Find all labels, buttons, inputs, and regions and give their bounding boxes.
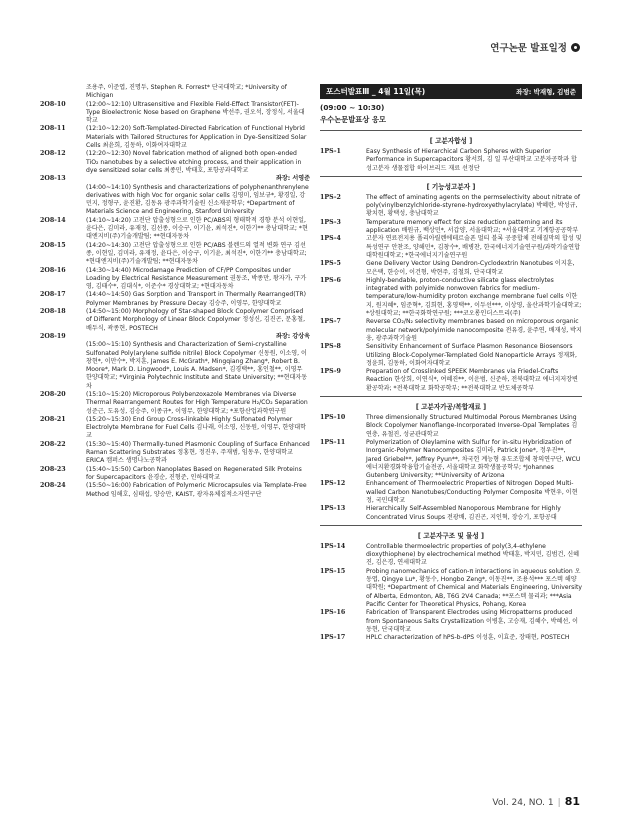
section-title: [ 기능성고분자 ] [426,182,476,191]
footer-divider: | [557,798,561,808]
program-entry [40,267,310,292]
entry-body: Controllable thermoelectric properties of poly(3,4-ethylene dioxythiophene) by electrochemical method 박태훈, 박지민, 김범건, 신혜진, 김은경, 연세대학교 [366,542,579,567]
entry-code: 2O8-10 [40,100,66,108]
entry-body: 고분자 연료전지용 폴리아릴렌에테르술폰 멀티 블록 공중합체 전해질막의 합성 및 특성연구 안찬조, 양해민*, 김창수*, 배병찬, 한국에너지기술연구원/과학기술연합대학원대학교; *한국에너지기술연구원 [366,235,582,259]
entry-body: (15:00~15:10) Synthesis and Characterization of Semi-crystalline Sulfonated Poly(arylene sulfide nitrile) Block Copolymer 신동원, 이소영, 이창현*, 이만수*, 박지훈, James E. McGrath*, Mingqiang Zhang*, Robert B. Moore*, Mark D. Lingwood*, Louis A. Madsen*, 김경택**, 홍인철**, 이영무 한양대학교; *Virginia Polytechnic Institute and State University; **현대자동차 [86,341,308,390]
program-entry [320,343,582,368]
entry-body: (14:30~14:40) Microdamage Prediction of CF/PP Composites under Loading by Electrical Resistance Measurement 권동조, 박종만, 왕자가, 구가영, 김태수*, 김대식*, 이준수* 경상대학교; *현대자동차 [86,266,307,291]
entry-code: 2O8-24 [40,482,66,490]
program-entry [40,391,310,416]
award-label: 우수논문발표상 응모 [320,115,386,124]
program-entry [40,84,310,101]
right-column [320,84,582,642]
entry-body: (14:20~14:30) 고전단 압출성형으로 인한 PC/ABS 블렌드의 열적 변화 연구 김선종, 이현일, 김미라, 유재정, 윤다은, 이승구, 이기윤, 최석진*, 이한기** 충남대학교; *현대엔지비(주)기술개발팀; **현대자동차 [86,241,307,266]
entry-code: 1PS-1 [320,148,341,155]
session-time: (09:00 ~ 10:30) [320,103,385,112]
entry-code: 1PS-10 [320,414,346,422]
section-title: [ 고분자가공/복합재료 ] [415,403,487,412]
entry-code: 2O8-18 [40,308,66,316]
program-entry [320,634,582,642]
entry-code: 1PS-14 [320,542,346,550]
entry-code: 1PS-17 [320,634,346,642]
entry-code: 2O8-16 [40,266,66,274]
program-entry [320,439,582,480]
entry-code: 2O8-11 [40,125,66,133]
left-column [40,84,310,499]
program-entry [320,568,582,609]
session-header [320,84,582,99]
entry-code: 1PS-5 [320,260,341,268]
entry-body: (12:20~12:30) Novel fabrication method of aligned both open-ended TiO₂ nanotubes by a selective etching process, and their application in dye sensitized solar cells 최종민, 박태호, 포항공과대학교 [86,150,302,174]
program-entry [40,175,310,216]
header-title: 연구논문 발표일정 [490,43,567,54]
program-entry [40,101,310,126]
section-rule [320,130,582,131]
program-entry [320,318,582,343]
entry-body: Fabrication of Transparent Electrodes using Micropatterns produced from Spontaneous Salts Crystallization 이병훈, 고승재, 김혜수, 박혜선, 이동현, 단국대학교 [366,609,578,633]
entry-body: (15:10~15:20) Microporous Polybenzoxazole Membranes via Diverse Thermal Rearrangement Routes for High Temperature H₂/CO₂ Separation 성준근, 도유성, 김승주, 이종규*, 이영무, 한양대학교; *포항산업과학연구원 [86,390,308,415]
program-entry [40,217,310,242]
program-entry [320,480,582,505]
entry-code: 2O8-12 [40,150,66,158]
program-entry [320,368,582,393]
entry-body: (14:50~15:00) Morphology of Star-shaped Block Copolymer Comprised of Different Morphology of Linear Block Copolymer 정성신, 김진곤, 문홍철, 배두식, 곽종현, POSTECH [86,308,306,332]
entry-body: Probing nanomechanics of cation-π interactions in aqueous solution 오동엽, Qingye Lu*, 황동수, Hongbo Zeng*, 이동진**, 조용석*** 포스텍 해양대학원; *Department of Chemical and Materials Engineering, University of Alberta, Edmonton, AB, T6G 2V4 Canada; **포스텍 물리과; ***Asia Pacific Center for Theoretical Physics, Pohang, Korea [366,567,582,608]
entry-body: Sensitivity Enhancement of Surface Plasmon Resonance Biosensors Utilizing Block-Copolymer-Templated Gold Nanoparticle Arrays 정재화, 정윤희, 김동하, 이화여자대학교 [366,343,577,367]
entry-body: Highly-bendable, proton-conductive silicate glass electrolytes integrated with polyimide nonwoven fabrics for medium-temperature/low-humidity proton exchange membrane fuel cells 이한지, 원지혜*, 임준혁*, 김희현, 홍영택**, 이두선***, 이상영, 울산과학기술대학교; *상원대학교; **한국화학연구원; ***코오롱인더스트리(주) [366,276,582,318]
page-number: 81 [564,795,580,808]
entry-code: 1PS-3 [320,218,341,226]
entry-code: 1PS-12 [320,480,346,488]
entry-code: 2O8-17 [40,291,66,299]
entry-code: 2O8-22 [40,440,66,448]
entry-body: (15:30~15:40) Thermally-tuned Plasmonic Coupling of Surface Enhanced Raman Scattering Substrates 정홍현, 정진우, 주재범, 임동우, 한양대학교 ERICA 캠퍼스 생명나노공학과 [86,440,310,465]
section-rule [320,176,582,177]
entry-body: Polymerization of Oleylamine with Sulfur for in-situ Hybridization of Inorganic-Polymer Nanocomposites 김미라, Patrick Jone*, 정우진**, Jared Griebel**, Jeffrey Pyun**, 차국헌 계능형 유도조합체 창의연구단, WCU 에너지환경화학융합기술전공, 서울대학교 화학생물공학부; *Johannes Gutenberg University; **University of Arizona [366,438,581,480]
program-entry [40,333,310,391]
circle-bullet-icon [571,43,580,52]
volume-label: Vol. 24, NO. 1 [492,798,554,808]
entry-body: 조용주, 이준엽, 진명두, Stephen R. Forrest* 단국대학교; *University of Michigan [86,84,287,100]
program-entry [320,194,582,219]
entry-body: Enhancement of Thermoelectric Properties of Nitrogen Doped Multi-walled Carbon Nanotubes/Conducting Polymer Composite 박현우, 이현정, 국민대학교 [366,480,578,504]
entry-code: 2O8-20 [40,390,66,398]
chair-label: 좌장: 강상욱 [276,332,310,340]
entry-code: 1PS-2 [320,193,341,201]
entry-code: 1PS-16 [320,609,346,617]
program-entry [40,416,310,441]
entry-body: Preparation of Crosslinked SPEEK Membranes via Friedel-Crafts Reaction 한상희, 이연식*, 여혜진**, 이운범, 신준하, 전북대학교 에너지저장변환공학과; *전북대학교 화학공학부; **전북대학교 반도체공학부 [366,368,578,392]
entry-code [40,84,86,101]
entry-body: Three dimensionally Structured Multimodal Porous Membranes Using Block Copolymer Nanoflange-Incorporated Inverse-Opal Templates 김연충, 유철진, 성균관대학교 [366,414,578,438]
entry-body: (15:40~15:50) Carbon Nanoplates Based on Regenerated Silk Proteins for Supercapacitors 윤경순, 진형준, 인하대학교 [86,465,302,481]
entry-code: 2O8-21 [40,415,66,423]
program-entry [40,441,310,466]
poster-sections [320,130,582,642]
section-rule [320,525,582,526]
program-entry [320,148,582,173]
entry-code: 2O8-15 [40,241,66,249]
entry-body: Gene Delivery Vector Using Dendron-Cyclodextrin Nanotubes 이지훈, 모은택, 한승이, 이건형, 박현주, 김철희, 단국대학교 [366,260,575,276]
program-entry [40,125,310,150]
entry-code: 1PS-7 [320,318,341,326]
entry-body: (15:20~15:30) End Group Cross-linkable Highly Sulfonated Polymer Electrolyte Membrane for Fuel Cells 김나래, 이소영, 신동원, 이영무, 한양대학교 [86,415,307,440]
entry-body: Reverse CO₂/N₂ selectivity membranes based on microporous organic molecular network/polyimide nanocomposite 전유경, 윤주연, 배재성, 박지웅, 광주과학기술원 [366,318,582,342]
section-title: [ 고분자구조 및 물성 ] [417,531,485,540]
session-title: 포스터발표Ⅲ _ 4월 11일(목) [326,87,426,96]
entry-body: (14:40~14:50) Gas Sorption and Transport in Thermally Rearranged(TR) Polymer Membranes by Pressure Decay 김승주, 이영무, 한양대학교 [86,291,306,307]
entry-body: HPLC characterization of hPS-b-dPS 이성훈, 이효준, 장태현, POSTECH [366,634,570,642]
program-entry [40,242,310,267]
entry-code: 1PS-9 [320,368,341,376]
program-entry [320,609,582,634]
program-entry [40,291,310,308]
entry-code: 2O8-13 [40,175,66,183]
entry-body: Easy Synthesis of Hierarchical Carbon Spheres with Superior Performance in Supercapacitors 황서희, 김 일 부산대학교 고분자공학과 합성고분자 생물접합 하이브리드 재료 선정단 [366,148,577,172]
entry-code: 1PS-13 [320,505,346,513]
entry-body: (15:50~16:00) Fabrication of Polymeric Microcapsules via Template-Free Method 임해호, 심태섭, 양승만, KAIST, 광자유체집적소자연구단 [86,482,307,498]
entry-code: 1PS-15 [320,567,346,575]
page-footer [492,795,580,808]
program-entry [40,150,310,175]
page-header [490,40,580,54]
entry-code: 1PS-4 [320,235,341,243]
entry-body: (14:00~14:10) Synthesis and characterizations of polyphenanthrenylene derivatives with high Voc for organic solar cells 김영미, 임보규*, 황경일, 강민지, 정형구, 윤진환, 김동유 광주과학기술원 신소재공학부; *Department of Materials Science and Engineering, Stanford University [86,183,309,216]
program-entry [320,219,582,236]
program-entry [40,482,310,499]
program-entry [40,308,310,333]
entry-code: 2O8-19 [40,332,66,340]
program-entry [320,235,582,260]
entry-body: Hierarchically Self-Assembled Nanoporous Membrane for Highly Concentrated Virus Soups 전광배, 김진곤, 지인혁, 장승기, 포항공대 [366,505,561,521]
program-entry [40,466,310,483]
entry-body: Temperature memory effect for size reduction patterning and its application 배원규, 백상민*, 서갑양, 서울대학교; *서울대학교 기계항공공학부 [366,218,579,235]
entry-code: 1PS-11 [320,438,346,446]
entry-code: 1PS-8 [320,343,341,351]
program-entry [320,543,582,568]
entry-body: The effect of aminating agents on the permselectivity about nitrate of poly(vinylbenzylchloride-styrene-hydroxyethylacrylate) 박혜란, 박성규, 황치현, 황택성, 충남대학교 [366,193,580,218]
entry-code: 2O8-23 [40,465,66,473]
entry-body: (14:10~14:20) 고전단 압출성형으로 인한 PC/ABS의 형태학적 경향 분석 이현일, 윤다은, 김미라, 유재정, 김선종, 이승구, 이기윤, 최석진*, 이한기** 충남대학교; *현대엔지비(주)기술개발팀; **현대자동차 [86,216,308,241]
session-chair: 좌장: 박재형, 김범준 [516,88,576,96]
program-entry [320,414,582,439]
entry-code: 1PS-6 [320,276,341,284]
entry-body: (12:00~12:10) Ultrasensitive and Flexible Field-Effect Transistor(FET)-Type Bioelectronic Nose based on Graphene 박선주, 권오석, 장정식, 서울대학교 [86,100,305,125]
entry-body: (12:10~12:20) Soft-Templated-Directed Fabrication of Functional Hybrid Materials with Tailored Structures for Application in Dye-Sensitized Solar Cells 최윤희, 김동하, 이화여자대학교 [86,125,307,150]
program-entry [320,505,582,522]
chair-label: 좌장: 서영준 [276,175,310,183]
section-title: [ 고분자합성 ] [429,137,473,145]
program-entry [320,260,582,277]
entry-code: 2O8-14 [40,216,66,224]
program-entry [320,277,582,318]
section-rule [320,396,582,397]
